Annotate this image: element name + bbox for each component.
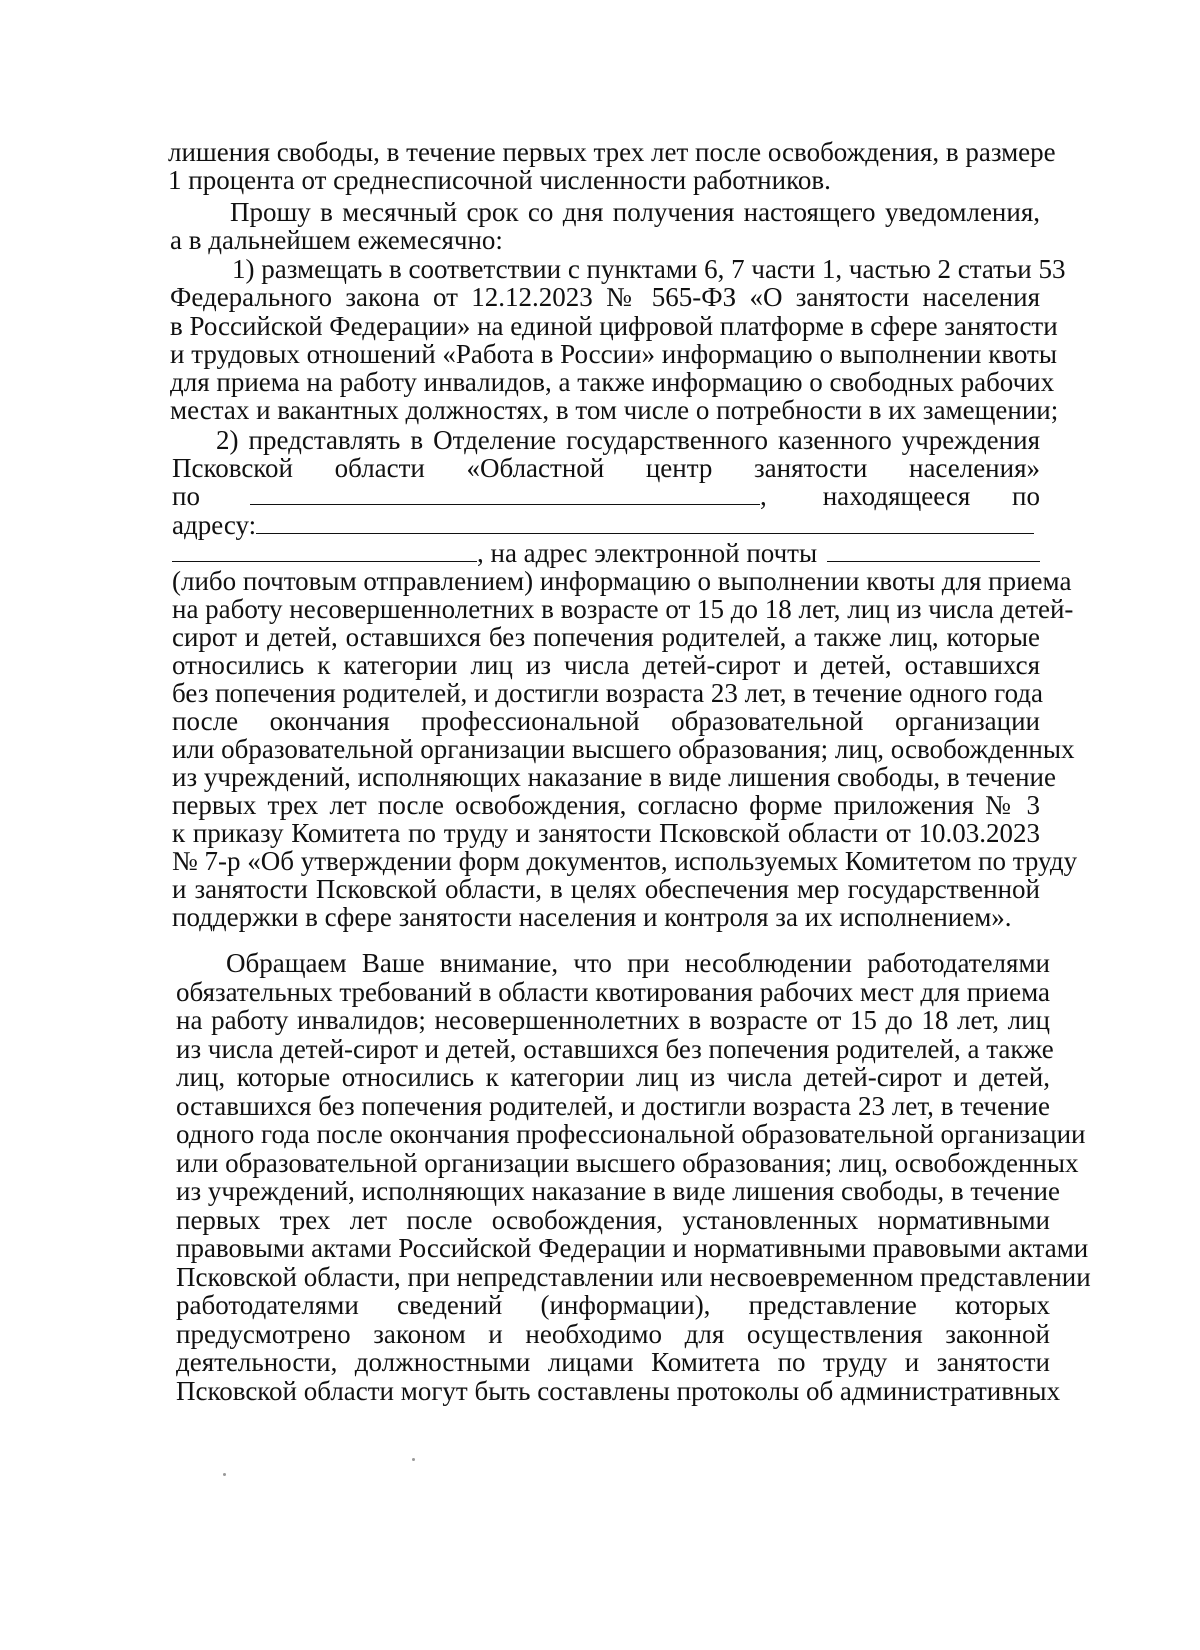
text-line: Прошу в месячный срок со дня получения настоящего уведомления,: [230, 197, 1040, 227]
text-line: обязательных требований в области квотирования рабочих мест для приема: [176, 977, 1050, 1007]
form-line-email: [172, 538, 1040, 568]
email-blank: [827, 539, 1040, 562]
text-line: а в дальнейшем ежемесячно:: [170, 225, 503, 255]
text-line: Псковской области «Областной центр занятости населения»: [172, 453, 1040, 483]
text-line: к приказу Комитета по труду и занятости Псковской области от 10.03.2023: [172, 818, 1040, 848]
text-line: правовыми актами Российской Федерации и нормативными правовыми актами: [176, 1233, 1089, 1263]
text-line: лиц, которые относились к категории лиц из числа детей-сирот и детей,: [176, 1062, 1050, 1092]
text-line: (либо почтовым отправлением) информацию о выполнении квоты для приема: [172, 566, 1072, 596]
text-line: Псковской области могут быть составлены протоколы об административных: [176, 1376, 1061, 1406]
text-line: сирот и детей, оставшихся без попечения родителей, а также лиц, которые: [172, 622, 1040, 652]
text-line: первых трех лет после освобождения, согласно форме приложения № 3: [172, 790, 1040, 820]
text-line: Обращаем Ваше внимание, что при несоблюдении работодателями: [226, 948, 1050, 978]
text-line: и трудовых отношений «Работа в России» информацию о выполнении квоты: [170, 339, 1057, 369]
text-line: деятельности, должностными лицами Комитета по труду и занятости: [176, 1347, 1050, 1377]
address-continuation-blank: [172, 539, 477, 562]
text-line: первых трех лет после освобождения, установленных нормативными: [176, 1205, 1050, 1235]
text-line: из учреждений, исполняющих наказание в виде лишения свободы, в течение: [176, 1176, 1060, 1206]
text-line: и занятости Псковской области, в целях обеспечения мер государственной: [172, 874, 1040, 904]
text-line: местах и вакантных должностях, в том числе о потребности в их замещении;: [170, 395, 1059, 425]
form-label-po: по: [172, 481, 200, 511]
address-blank: [256, 511, 1034, 534]
text-line: на работу инвалидов; несовершеннолетних в возрасте от 15 до 18 лет, лиц: [176, 1005, 1050, 1035]
form-label-email: , на адрес электронной почты: [477, 538, 818, 568]
text-line: после окончания профессиональной образовательной организации: [172, 706, 1040, 736]
text-line: одного года после окончания профессиональной образовательной организации: [176, 1119, 1086, 1149]
form-comma: ,: [759, 481, 767, 511]
text-line: в Российской Федерации» на единой цифровой платформе в сфере занятости: [170, 311, 1058, 341]
text-line: поддержки в сфере занятости населения и контроля за их исполнением».: [172, 902, 1012, 932]
text-line: предусмотрено законом и необходимо для осуществления законной: [176, 1319, 1050, 1349]
text-line: или образовательной организации высшего образования; лиц, освобожденных: [176, 1148, 1079, 1178]
org-name-blank: [250, 482, 760, 505]
text-line: Псковской области, при непредставлении или несвоевременном представлении: [176, 1262, 1091, 1292]
text-line: на работу несовершеннолетних в возрасте от 15 до 18 лет, лиц из числа детей-: [172, 594, 1074, 624]
text-line: Федерального закона от 12.12.2023 № 565-ФЗ «О занятости населения: [170, 282, 1040, 312]
text-line: работодателями сведений (информации), представление которых: [176, 1290, 1050, 1320]
text-line: для приема на работу инвалидов, а также информацию о свободных рабочих: [170, 367, 1055, 397]
text-line: № 7-р «Об утверждении форм документов, используемых Комитетом по труду: [172, 846, 1078, 876]
text-line: из числа детей-сирот и детей, оставшихся без попечения родителей, а также: [176, 1034, 1054, 1064]
form-label-po2: по: [1012, 481, 1040, 511]
form-line-address: [172, 510, 1040, 540]
text-line: оставшихся без попечения родителей, и достигли возраста 23 лет, в течение: [176, 1091, 1050, 1121]
form-label-address: адресу:: [172, 510, 257, 540]
form-label-located: находящееся: [822, 481, 971, 511]
scan-speck: [223, 1473, 226, 1476]
text-line: или образовательной организации высшего образования; лиц, освобожденных: [172, 734, 1075, 764]
text-line: 1 процента от среднесписочной численности работников.: [168, 165, 831, 195]
text-line: 1) размещать в соответствии с пунктами 6, 7 части 1, частью 2 статьи 53: [232, 254, 1066, 284]
text-line: 2) представлять в Отделение государственного казенного учреждения: [216, 425, 1040, 455]
text-line: лишения свободы, в течение первых трех лет после освобождения, в размере: [168, 137, 1056, 167]
form-line-org: [172, 481, 1040, 511]
text-line: относились к категории лиц из числа детей-сирот и детей, оставшихся: [172, 650, 1040, 680]
text-line: из учреждений, исполняющих наказание в виде лишения свободы, в течение: [172, 762, 1056, 792]
scan-speck: [412, 1458, 415, 1461]
text-line: без попечения родителей, и достигли возраста 23 лет, в течение одного года: [172, 678, 1044, 708]
